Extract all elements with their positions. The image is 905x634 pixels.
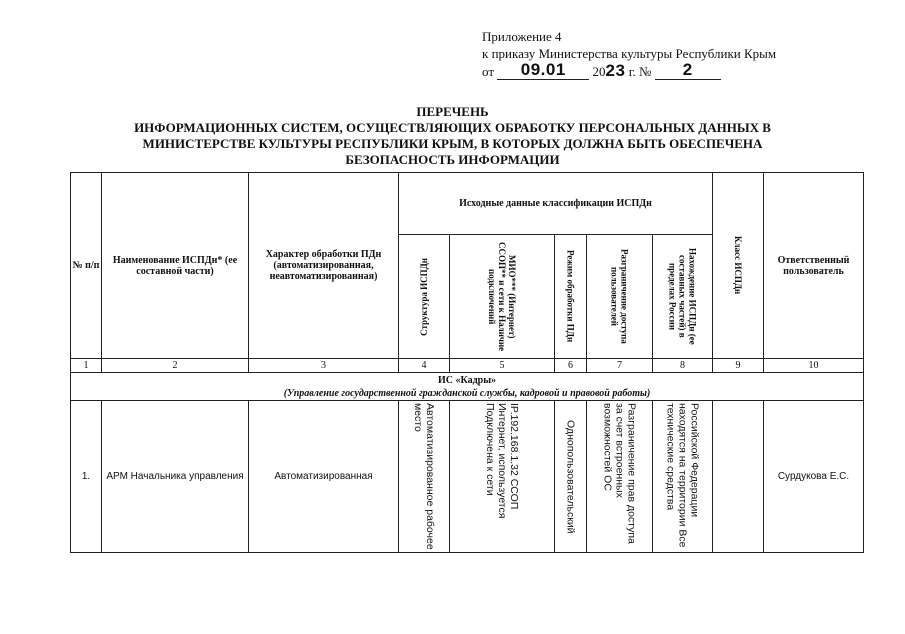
appendix-year-hand: 23 bbox=[605, 61, 626, 80]
row-access: Разграничение прав доступа за счет встроенных возможностей ОС bbox=[601, 402, 638, 544]
col-num: 9 bbox=[713, 359, 764, 373]
col-num: 2 bbox=[102, 359, 249, 373]
appendix-block bbox=[482, 28, 776, 80]
row-mio: IP.192.168.1.32 ССОП Интернет, используется Подключена к сети bbox=[484, 402, 520, 518]
ispdn-table bbox=[70, 172, 864, 553]
appendix-line2: к приказу Министерства культуры Республики Крым bbox=[482, 46, 777, 61]
col-num: 8 bbox=[653, 359, 713, 373]
col-num: 6 bbox=[555, 359, 587, 373]
row-name: АРМ Начальника управления bbox=[102, 401, 249, 553]
column-number-row bbox=[71, 359, 864, 373]
header-name: Наименование ИСПДн* (ее составной части) bbox=[102, 173, 249, 359]
header-access: Разграничение доступа пользователей bbox=[609, 249, 630, 344]
title-line3: МИНИСТЕРСТВЕ КУЛЬТУРЫ РЕСПУБЛИКИ КРЫМ, В КОТОРЫХ ДОЛЖНА БЫТЬ ОБЕСПЕЧЕНА bbox=[142, 136, 763, 151]
row-mode-cell bbox=[555, 401, 587, 553]
row-mio-cell bbox=[450, 401, 555, 553]
appendix-line1: Приложение 4 bbox=[482, 29, 562, 44]
header-responsible: Ответственный пользователь bbox=[764, 173, 864, 359]
header-mio-cell bbox=[450, 235, 555, 359]
header-access-cell bbox=[587, 235, 653, 359]
appendix-date-line bbox=[482, 62, 776, 80]
row-location: Российской Федерации находятся на территории Все технические средства bbox=[664, 402, 701, 547]
title-line2: ИНФОРМАЦИОННЫХ СИСТЕМ, ОСУЩЕСТВЛЯЮЩИХ ОБРАБОТКУ ПЕРСОНАЛЬНЫХ ДАННЫХ В bbox=[134, 120, 771, 135]
header-num: № п/п bbox=[71, 173, 102, 359]
row-structure-cell bbox=[399, 401, 450, 553]
header-class-cell bbox=[713, 173, 764, 359]
row-responsible: Сурдукова Е.С. bbox=[764, 401, 864, 553]
col-num: 1 bbox=[71, 359, 102, 373]
title-line1: ПЕРЕЧЕНЬ bbox=[416, 104, 489, 119]
title-line4: БЕЗОПАСНОСТЬ ИНФОРМАЦИИ bbox=[345, 152, 560, 167]
section-title: ИС «Кадры» bbox=[437, 374, 497, 386]
row-structure: Автоматизированное рабочее место bbox=[412, 402, 436, 550]
col-num: 10 bbox=[764, 359, 864, 373]
table-row bbox=[71, 401, 864, 553]
row-access-cell bbox=[587, 401, 653, 553]
header-structure-cell bbox=[399, 235, 450, 359]
appendix-number: 2 bbox=[655, 62, 721, 80]
header-mode-cell bbox=[555, 235, 587, 359]
section-cell bbox=[71, 373, 864, 401]
header-character: Характер обработки ПДн (автоматизированная, неавтоматизированная) bbox=[249, 173, 399, 359]
col-num: 4 bbox=[399, 359, 450, 373]
document-title bbox=[0, 104, 905, 168]
col-num: 3 bbox=[249, 359, 399, 373]
header-structure: Структура ИСПДн bbox=[419, 257, 429, 336]
row-num: 1. bbox=[71, 401, 102, 553]
header-group: Исходные данные классификации ИСПДн bbox=[399, 173, 713, 235]
col-num: 7 bbox=[587, 359, 653, 373]
row-mode: Однопользовательский bbox=[564, 419, 577, 534]
header-location-cell bbox=[653, 235, 713, 359]
col-num: 5 bbox=[450, 359, 555, 373]
header-mio: МИО*** (Интернет) ССОП** и сети к Наличие подключений bbox=[487, 241, 517, 352]
header-mode: Режим обработки ПДн bbox=[565, 250, 576, 343]
appendix-from: от bbox=[482, 64, 495, 79]
row-location-cell bbox=[653, 401, 713, 553]
appendix-year-prefix: 20 bbox=[592, 64, 606, 79]
header-location: Нахождение ИСПДн (ее составных частей) в пределах России bbox=[667, 248, 698, 345]
appendix-year-suffix: г. № bbox=[628, 64, 652, 79]
row-character: Автоматизированная bbox=[249, 401, 399, 553]
section-subtitle: (Управление государственной гражданской службы, кадровой и правовой работы) bbox=[283, 387, 651, 399]
header-class: Класс ИСПДн bbox=[733, 236, 743, 295]
appendix-date: 09.01 bbox=[497, 62, 589, 80]
section-row bbox=[71, 373, 864, 401]
row-class bbox=[713, 401, 764, 553]
